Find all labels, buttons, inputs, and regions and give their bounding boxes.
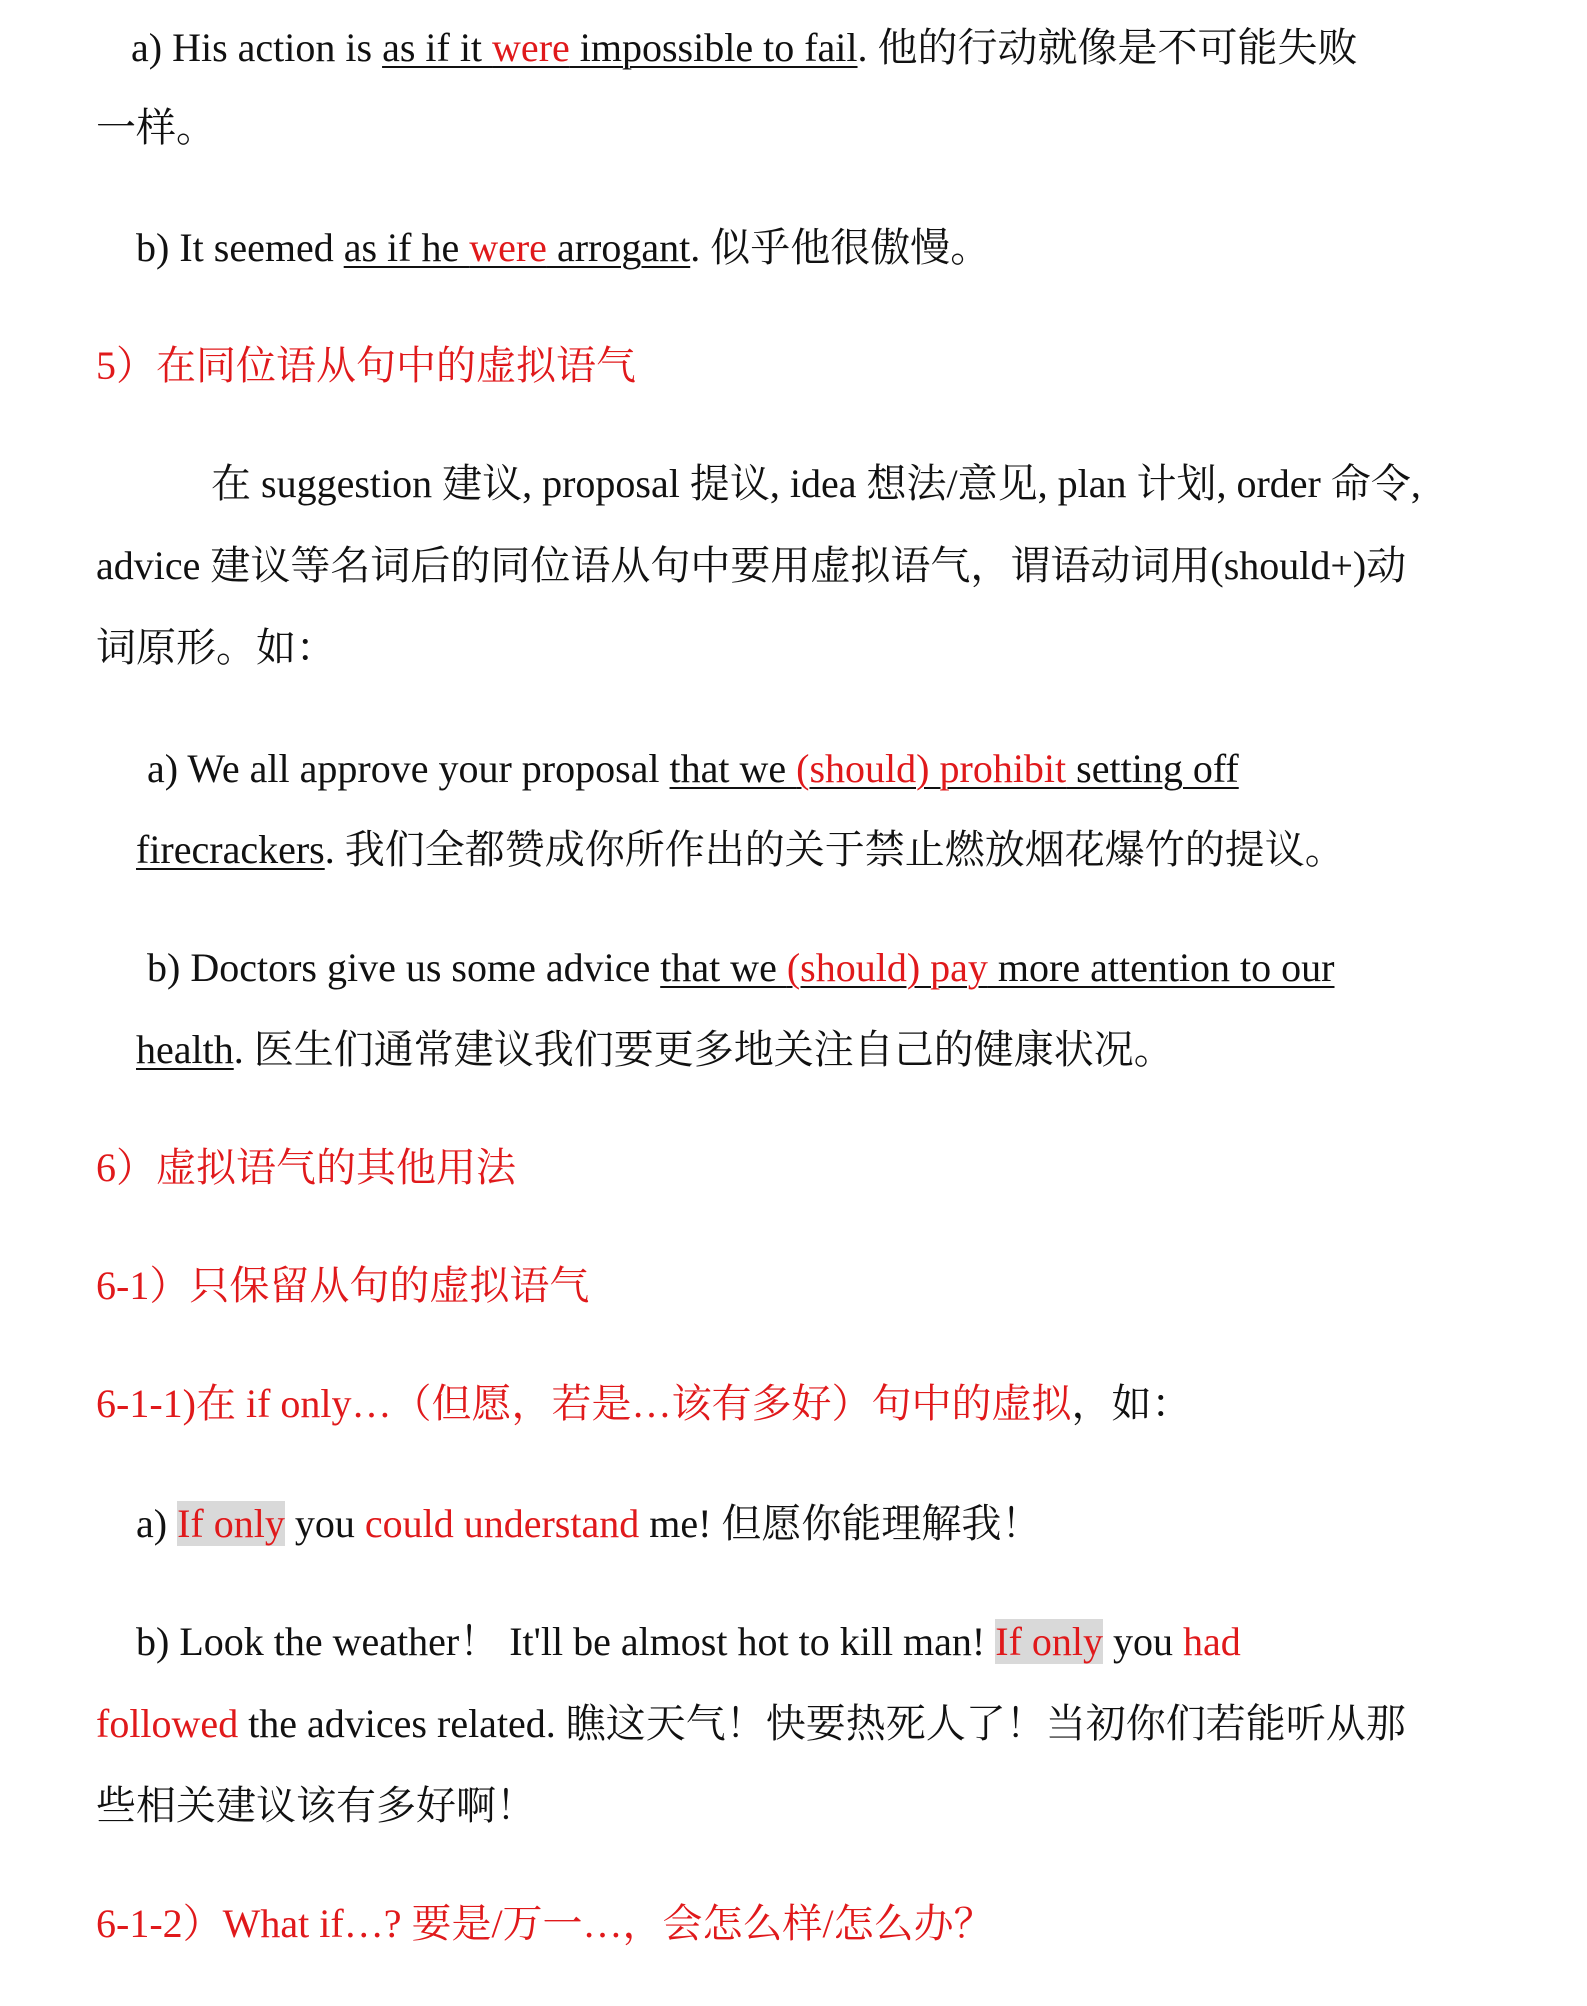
underlined-text: firecrackers	[136, 827, 325, 872]
underlined-segment: more attention to our	[987, 945, 1335, 990]
example-line	[136, 1500, 1587, 1548]
underlined-text	[660, 945, 1334, 990]
underlined-segment: setting off	[1066, 746, 1239, 791]
subsection-heading-text: 6-1-2）What if…? 要是/万一…，会怎么样/怎么办？	[96, 1901, 994, 1946]
subsection-heading	[96, 1900, 1587, 1948]
section-heading-text: 5）在同位语从句中的虚拟语气	[96, 343, 636, 388]
example-line-continued	[136, 826, 1587, 874]
example-text: a)	[136, 1501, 178, 1546]
paragraph-text: advice 建议等名词后的同位语从句中要用虚拟语气，谓语动词用(should+)动	[96, 543, 1407, 588]
translation-text: . 似乎他很傲慢。	[690, 225, 991, 270]
highlighted-verb: (should) pay	[786, 945, 988, 990]
translation-text: . 我们全都赞成你所作出的关于禁止燃放烟花爆竹的提议。	[324, 827, 1345, 872]
example-line	[147, 944, 1587, 992]
highlighted-phrase: If only	[177, 1501, 285, 1546]
example-line	[131, 24, 1587, 72]
example-line-continued	[96, 104, 1587, 152]
example-line	[136, 224, 1587, 272]
example-line-continued	[96, 1782, 1587, 1830]
example-text: a) We all approve your proposal	[147, 746, 670, 791]
highlighted-verb: were	[492, 25, 570, 70]
highlighted-verb: followed	[96, 1701, 239, 1746]
underlined-segment: impossible to fail	[569, 25, 858, 70]
paragraph-text: 在 suggestion 建议, proposal 提议, idea 想法/意见, plan 计划, order 命令,	[211, 461, 1421, 506]
underlined-text	[382, 25, 857, 70]
highlighted-verb: were	[469, 225, 547, 270]
underlined-text: health	[136, 1027, 234, 1072]
example-line	[147, 745, 1587, 793]
subsection-heading-text: 6-1-1)在 if only…（但愿，若是…该有多好）句中的虚拟	[96, 1381, 1072, 1426]
example-line	[136, 1618, 1587, 1666]
subsection-heading	[96, 1380, 1587, 1428]
subsection-heading-suffix: ，如：	[1071, 1381, 1192, 1426]
example-text: b) Look the weather！ It'll be almost hot to kill man!	[136, 1619, 996, 1664]
translation-text: . 医生们通常建议我们要更多地关注自己的健康状况。	[233, 1027, 1174, 1072]
underlined-text	[344, 225, 691, 270]
subsection-heading-text: 6-1）只保留从句的虚拟语气	[96, 1263, 590, 1308]
section-heading	[96, 342, 1587, 390]
highlighted-verb: had	[1183, 1619, 1241, 1664]
highlighted-verb: (should) prohibit	[796, 746, 1067, 791]
underlined-segment: that we	[669, 746, 797, 791]
paragraph-line	[211, 460, 1587, 508]
example-text: a) His action is	[131, 25, 383, 70]
translation-text: 一样。	[96, 105, 216, 150]
example-text: you	[1103, 1619, 1184, 1664]
underlined-segment: arrogant	[546, 225, 691, 270]
highlighted-verb: could understand	[364, 1501, 640, 1546]
example-line-continued	[136, 1026, 1587, 1074]
section-heading	[96, 1144, 1587, 1192]
underlined-text	[670, 746, 1239, 791]
subsection-heading	[96, 1262, 1587, 1310]
translation-text: . 他的行动就像是不可能失败	[857, 25, 1358, 70]
section-heading-text: 6）虚拟语气的其他用法	[96, 1145, 516, 1190]
paragraph-text: 词原形。如：	[96, 625, 336, 670]
translation-text: 些相关建议该有多好啊！	[96, 1783, 536, 1828]
underlined-segment: as if he	[343, 225, 470, 270]
example-text: b) It seemed	[136, 225, 344, 270]
underlined-segment: as if it	[382, 25, 493, 70]
highlighted-phrase: If only	[995, 1619, 1104, 1664]
translation-text: the advices related. 瞧这天气！快要热死人了！当初你们若能听从那	[238, 1701, 1406, 1746]
example-line-continued	[96, 1700, 1587, 1748]
example-text: you	[284, 1501, 365, 1546]
translation-text: me! 但愿你能理解我！	[639, 1501, 1042, 1546]
example-text: b) Doctors give us some advice	[147, 945, 661, 990]
underlined-segment: that we	[660, 945, 787, 990]
paragraph-line	[96, 542, 1587, 590]
paragraph-line	[96, 624, 1587, 672]
